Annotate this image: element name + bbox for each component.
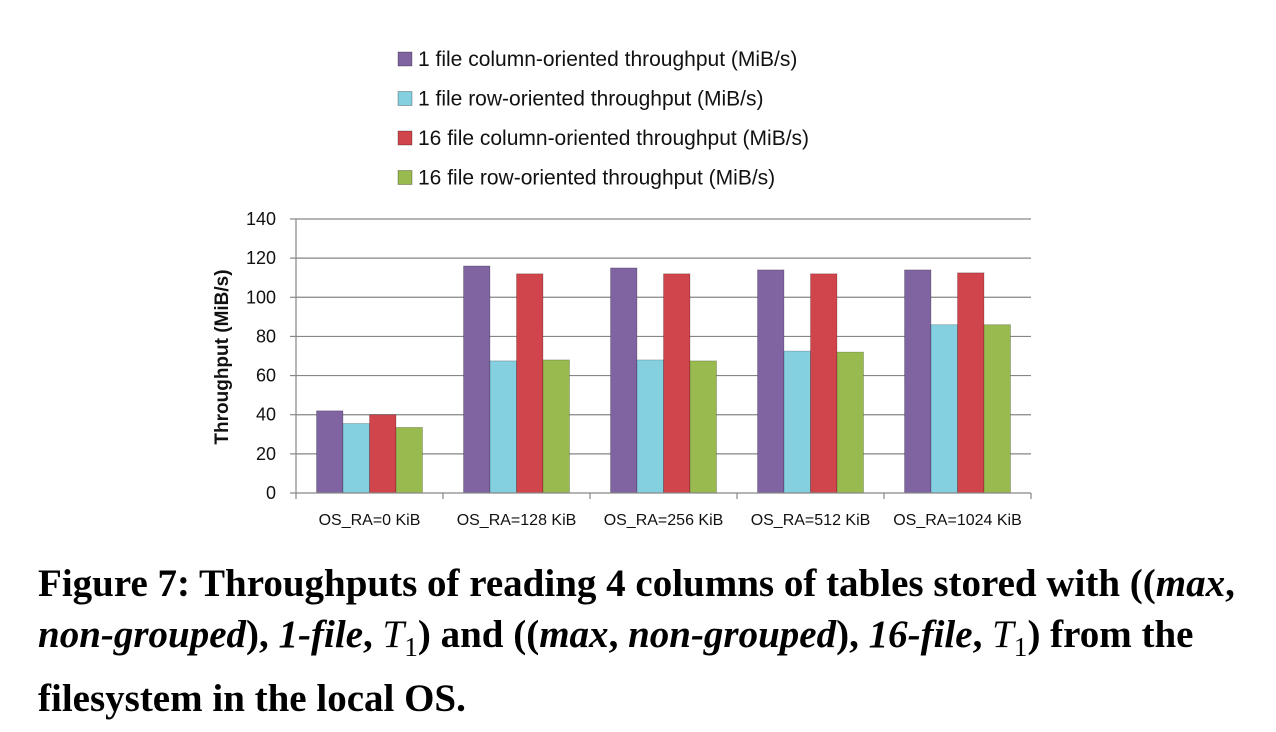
caption-close-1: ), [246,613,279,656]
figure-caption [38,558,1238,724]
bar [905,270,932,493]
caption-nongrouped-2: non-grouped [628,613,837,656]
bar [543,360,570,493]
caption-mid: ) and (( [417,613,540,656]
x-category-label: OS_RA=128 KiB [456,512,577,529]
bar [370,415,397,493]
bar [517,274,544,493]
legend [398,48,809,190]
caption-16-file: 16-file [868,613,973,656]
legend-swatch [398,52,412,66]
bar [690,361,717,493]
caption-t1-a-sub: 1 [404,631,418,662]
legend-swatch [398,92,412,106]
caption-comma-4: , [972,613,993,656]
bar [984,325,1011,493]
x-category-label: OS_RA=512 KiB [750,512,871,529]
caption-t1-a [382,613,418,662]
caption-1-file: 1-file [278,613,364,656]
caption-comma-3: , [608,613,629,656]
bar [637,360,664,493]
caption-comma-1: , [1225,562,1235,605]
legend-swatch [398,171,412,185]
y-tick-label: 60 [255,365,276,386]
y-axis-label: Throughput (MiB/s) [212,269,233,445]
caption-t1-b-sub: 1 [1013,631,1028,662]
legend-label: 1 file row-oriented throughput (MiB/s) [418,87,764,111]
y-tick-label: 100 [245,287,276,308]
bar [758,270,785,493]
caption-close-2: ), [836,613,869,656]
bar [317,411,344,493]
y-tick-label: 0 [265,483,276,503]
bar [958,273,985,493]
caption-nongrouped-1: non-grouped [38,613,247,656]
bar [664,274,691,493]
x-category-labels [319,512,1022,529]
bar [464,266,491,493]
x-category-label: OS_RA=0 KiB [318,512,421,529]
legend-label: 16 file column-oriented throughput (MiB/s) [418,127,810,150]
y-tick-label: 120 [245,248,276,269]
y-tick-label: 40 [255,404,276,425]
caption-prefix: Figure 7: Throughputs of reading 4 columns of tables stored with (( [38,562,1156,605]
bar [931,325,958,493]
y-tick-label: 80 [255,326,276,347]
bar [784,351,811,493]
bars [317,266,1011,493]
bar [396,427,423,493]
caption-max-1: max [1155,562,1226,605]
x-category-label: OS_RA=1024 KiB [893,512,1022,529]
bar [490,361,517,493]
bar [343,424,370,493]
caption-suffix: ) from the filesystem in the local OS. [38,613,1194,720]
y-tick-labels [246,209,276,503]
bar [611,268,638,493]
caption-comma-2: , [363,613,383,656]
caption-t1-a-base: T [382,613,405,656]
caption-t1-b-base: T [992,613,1014,656]
caption-max-2: max [539,613,609,656]
y-tick-label: 20 [255,443,276,464]
bar [837,352,864,493]
legend-swatch [398,131,412,145]
caption-t1-b [992,613,1028,662]
bar [811,274,838,493]
x-category-label: OS_RA=256 KiB [603,512,724,529]
legend-label: 1 file column-oriented throughput (MiB/s) [418,48,798,71]
y-tick-label: 140 [245,209,276,229]
legend-label: 16 file row-oriented throughput (MiB/s) [418,166,776,190]
